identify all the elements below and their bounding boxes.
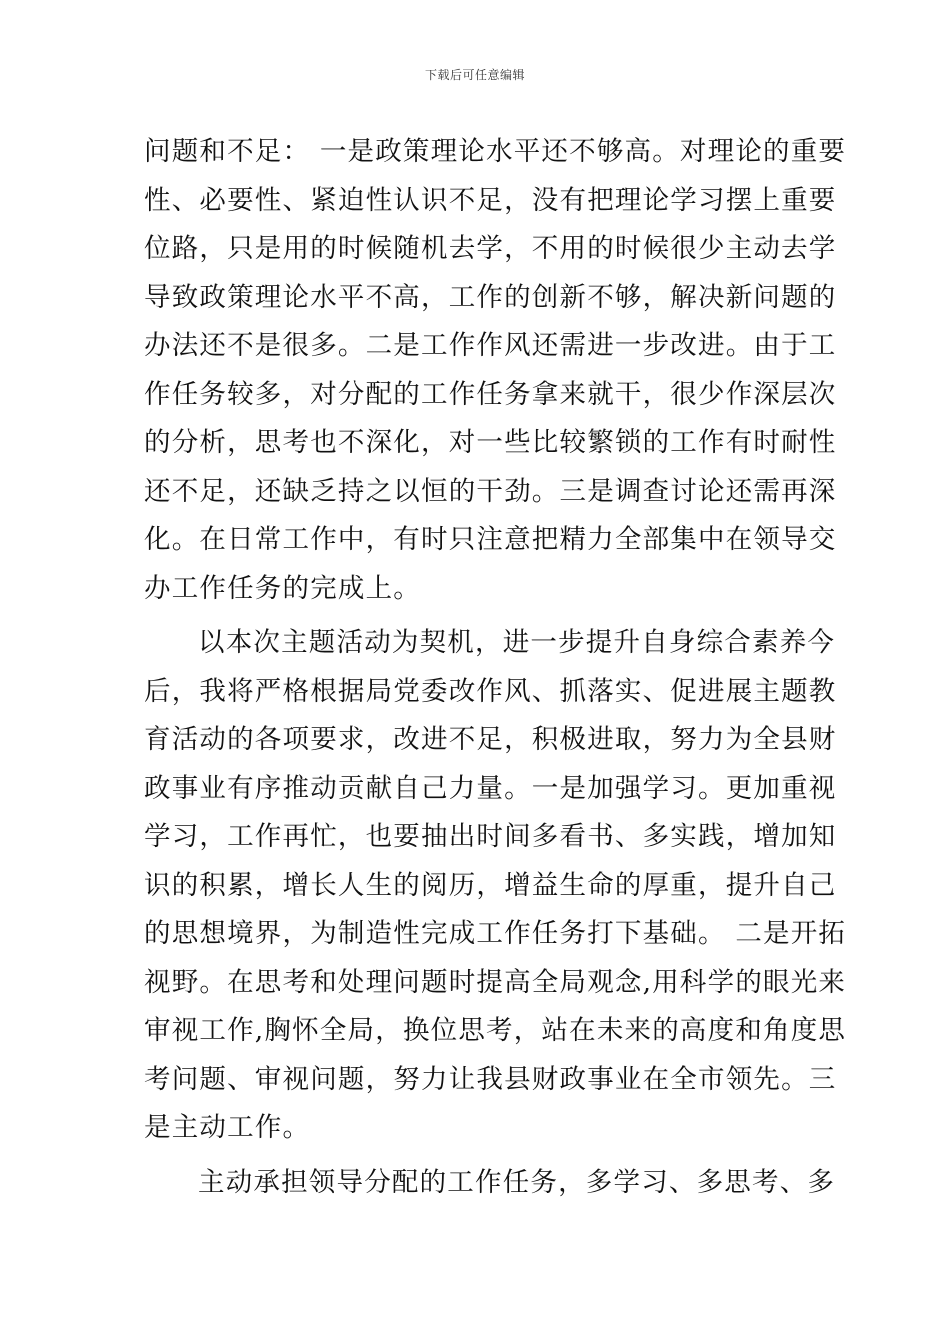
text-line: 学习，工作再忙，也要抽出时间多看书、多实践，增加知 [144, 821, 837, 852]
text-line: 问题和不足： 一是政策理论水平还不够高。对理论的重要 [144, 136, 847, 167]
text-line: 位路，只是用的时候随机去学，不用的时候很少主动去学 [144, 233, 837, 264]
text-line: 识的积累，增长人生的阅历，增益生命的厚重，提升自己 [144, 869, 837, 901]
text-line: 性、必要性、紧迫性认识不足，没有把理论学习摆上重要 [144, 184, 837, 216]
text-line: 以本次主题活动为契机，进一步提升自身综合素养今 [198, 627, 836, 658]
text-line: 化。在日常工作中，有时只注意把精力全部集中在领导交 [144, 524, 837, 555]
paragraph [144, 619, 847, 1153]
text-line: 后，我将严格根据局党委改作风、抓落实、促进展主题教 [144, 675, 837, 707]
text-line: 政事业有序推动贡献自己力量。一是加强学习。更加重视 [144, 772, 837, 804]
text-line: 是主动工作。 [144, 1112, 311, 1143]
paragraph [144, 1159, 836, 1208]
text-line: 办工作任务的完成上。 [144, 572, 421, 604]
text-line: 审视工作,胸怀全局，换位思考，站在未来的高度和角度思 [144, 1015, 847, 1046]
text-line: 考问题、审视问题，努力让我县财政事业在全市领先。三 [144, 1063, 837, 1095]
document-body [144, 128, 847, 1207]
text-line: 主动承担领导分配的工作任务，多学习、多思考、多 [198, 1166, 836, 1198]
text-line: 导致政策理论水平不高，工作的创新不够，解决新问题的 [144, 281, 837, 313]
paragraph [144, 128, 847, 613]
text-line: 视野。在思考和处理问题时提高全局观念,用科学的眼光来 [144, 966, 847, 998]
text-line: 还不足，还缺乏持之以恒的干劲。三是调查讨论还需再深 [144, 475, 837, 507]
header-note: 下载后可任意编辑 [424, 68, 525, 82]
text-line: 作任务较多，对分配的工作任务拿来就干，很少作深层次 [144, 378, 837, 410]
text-line: 的分析，思考也不深化，对一些比较繁锁的工作有时耐性 [144, 427, 837, 458]
text-line: 的思想境界，为制造性完成工作任务打下基础。 二是开拓 [144, 918, 847, 949]
text-line: 育活动的各项要求，改进不足，积极进取，努力为全县财 [144, 724, 837, 755]
text-line: 办法还不是很多。二是工作作风还需进一步改进。由于工 [144, 330, 837, 361]
